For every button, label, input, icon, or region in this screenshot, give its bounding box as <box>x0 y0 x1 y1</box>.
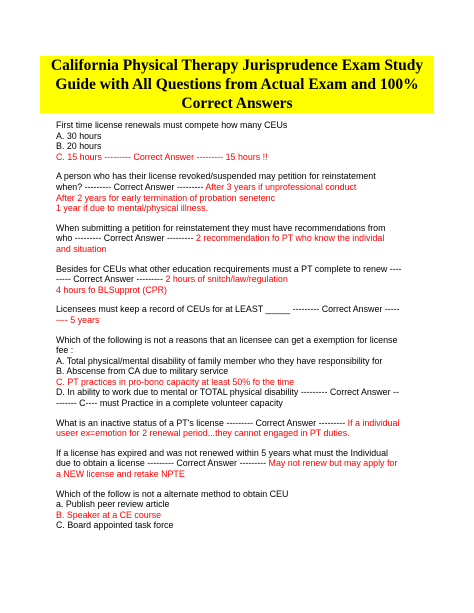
question-block-4 <box>56 264 426 296</box>
answer-line-2: and situation <box>56 243 107 254</box>
question-block-9 <box>56 489 426 531</box>
question-block-5 <box>56 304 426 325</box>
option-c: C. Board appointed task force <box>56 520 174 531</box>
answer-text: If a individual <box>347 417 400 428</box>
document-body <box>56 120 426 540</box>
answer-line-2: After 2 years for early termination of probation senetenc <box>56 192 276 203</box>
document-title <box>40 56 434 113</box>
option-a: a. Publish peer review article <box>56 499 170 510</box>
title-line-1: California Physical Therapy Jurisprudence Exam Study <box>50 57 424 74</box>
answer-text: 2 recommendation fo PT who know the individal <box>196 233 385 244</box>
question-text: If a license has expired and was not renewed within 5 years what must the Individual <box>56 447 389 458</box>
answer-marker: ----- Correct Answer --------- <box>56 274 166 285</box>
answer-text: May not renew but may apply for <box>268 458 398 469</box>
option-c-answer: C. 15 hours --------- Correct Answer --------- 15 hours !! <box>56 151 268 162</box>
answer-marker: who --------- Correct Answer --------- <box>56 233 197 244</box>
question-text: Which of the following is not a reasons that an licensee can get a exemption for license <box>56 334 398 345</box>
question-block-2 <box>56 171 426 213</box>
question-text: Besides for CEUs what other education recquirements must a PT complete to renew ---- <box>56 263 402 274</box>
question-text: Which of the follow is not a alternate method to obtain CEU <box>56 488 289 499</box>
answer-text: ---- 5 years <box>56 314 100 325</box>
option-d-continued: ------- C---- must Practice in a complete volunteer capacity <box>56 398 283 409</box>
answer-text: 2 hours of snitch/law/regulation <box>165 274 288 285</box>
question-block-7 <box>56 418 426 439</box>
question-block-6 <box>56 335 426 409</box>
option-b: B. Abscense from CA due to military service <box>56 366 229 377</box>
option-b: B. 20 hours <box>56 141 102 152</box>
title-line-3: Correct Answers <box>181 95 293 112</box>
answer-text: After 3 years if unprofessional conduct <box>205 181 357 192</box>
question-line-2 <box>56 458 426 469</box>
question-line-2 <box>56 274 426 285</box>
answer-line-3: 1 year if due to mental/physical illness. <box>56 203 208 214</box>
question-block-8 <box>56 448 426 480</box>
question-text: What is an inactive status of a PT's license --------- Correct Answer --------- <box>56 417 348 428</box>
question-line-2 <box>56 182 426 193</box>
answer-line-2: a NEW license and retake NPTE <box>56 469 185 480</box>
question-line-1 <box>56 418 426 429</box>
option-d: D. In ability to work due to mental or TOTAL physical disability --------- Correct Answer -- <box>56 387 399 398</box>
option-b-answer: B. Speaker at a CE course <box>56 509 162 520</box>
question-line-2: fee : <box>56 345 74 356</box>
option-a: A. 30 hours <box>56 130 102 141</box>
question-text: First time license renewals must compete how many CEUs <box>56 120 288 130</box>
question-block-3 <box>56 223 426 255</box>
option-c: C. PT practices in pro-bono capacity at least 50% fo the time <box>56 376 295 387</box>
option-a: A. Total physical/mental disability of family member who they have responsibility for <box>56 355 383 366</box>
answer-marker: when? --------- Correct Answer --------- <box>56 181 206 192</box>
question-block-1 <box>56 120 426 162</box>
question-text: A person who has their license revoked/suspended may petition for reinstatement <box>56 171 376 182</box>
answer-line-2: 4 hours fo BLSupprot (CPR) <box>56 284 167 295</box>
answer-marker: due to obtain a license --------- Correct Answer --------- <box>56 458 269 469</box>
question-text: When submitting a petition for reinstatement they must have recommendations from <box>56 222 386 233</box>
question-line-2 <box>56 233 426 244</box>
title-line-2: Guide with All Questions from Actual Exam and 100% <box>55 76 419 93</box>
question-text: Licensees must keep a record of CEUs for at LEAST _____ --------- Correct Answer ----- <box>56 304 400 315</box>
answer-line-2: useer ex=emotion for 2 renewal period...they cannot engaged in PT duties. <box>56 428 350 439</box>
